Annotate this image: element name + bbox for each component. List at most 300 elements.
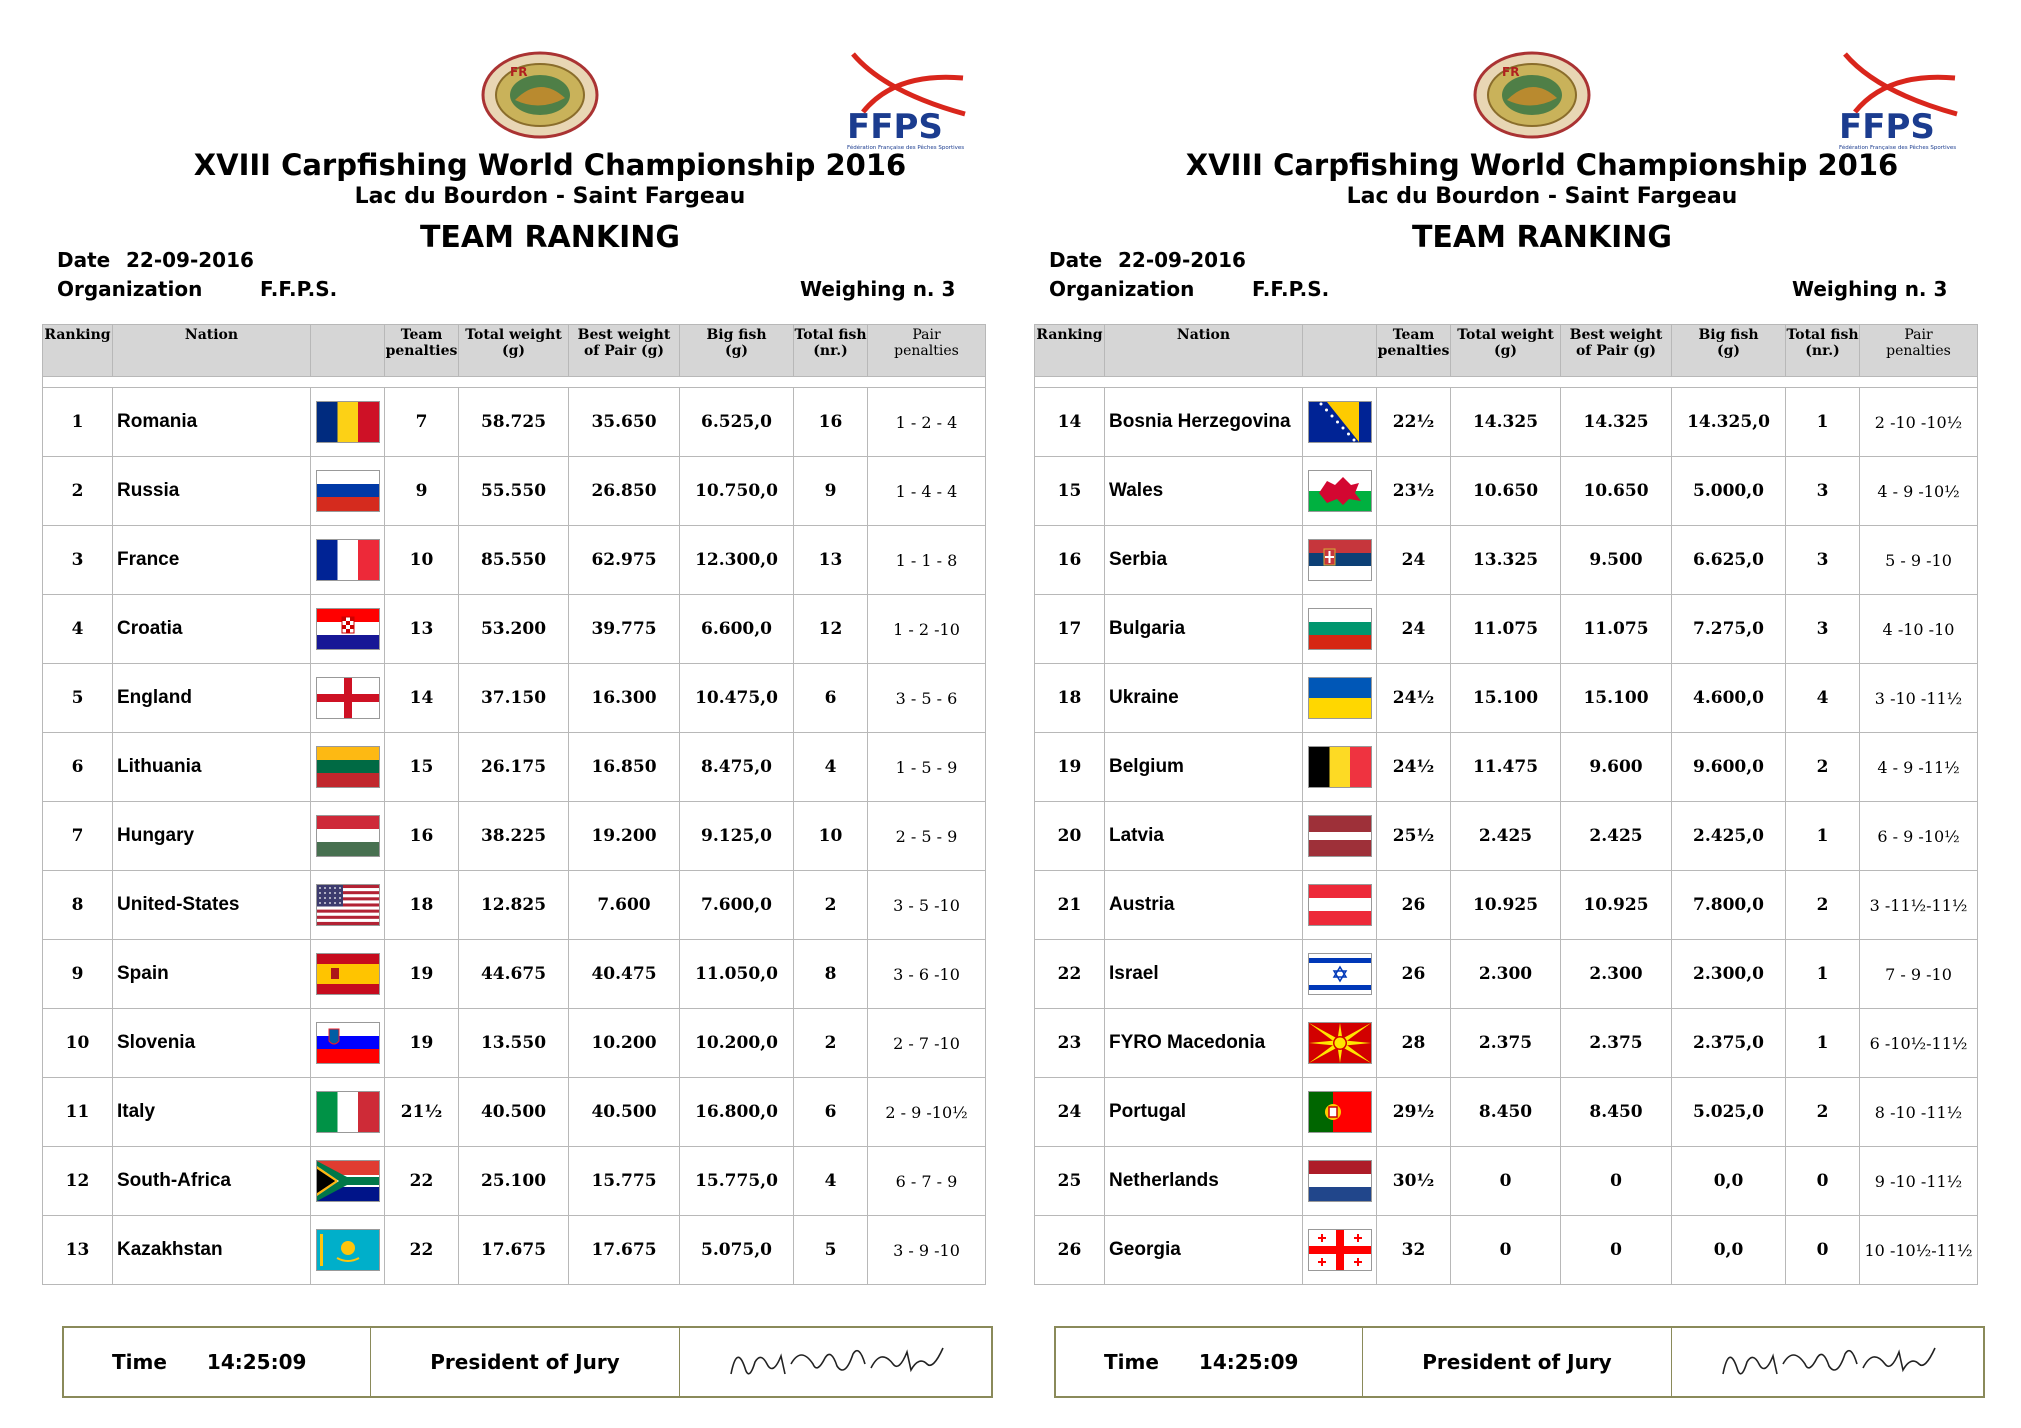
time-cell [64, 1328, 371, 1396]
pair-penalties-cell: 10 -10½-11½ [1860, 1216, 1978, 1285]
pair-penalties-cell: 6 - 9 -10½ [1860, 802, 1978, 871]
big-fish-cell: 6.525,0 [680, 388, 794, 457]
big-fish-cell: 2.375,0 [1672, 1009, 1786, 1078]
macedonia-flag-icon [1308, 1022, 1372, 1064]
pair-penalties-cell: 1 - 4 - 4 [868, 457, 986, 526]
col-total-fish: Total fish (nr.) [794, 325, 868, 377]
flag-cell [311, 1147, 385, 1216]
nation-cell: Lithuania [113, 733, 311, 802]
nation-cell: Portugal [1105, 1078, 1303, 1147]
best-weight-cell: 17.675 [569, 1216, 680, 1285]
col-nation: Nation [113, 325, 311, 377]
italy-flag-icon [316, 1091, 380, 1133]
flag-cell [311, 802, 385, 871]
rank-cell: 1 [43, 388, 113, 457]
total-weight-cell: 55.550 [459, 457, 569, 526]
rank-cell: 5 [43, 664, 113, 733]
ffps-logo-subtext: Fédération Française des Pêches Sportives [1839, 145, 1957, 151]
weighing-number: Weighing n. 3 [1792, 277, 1948, 301]
team-penalties-cell: 28 [1377, 1009, 1451, 1078]
pair-penalties-cell: 5 - 9 -10 [1860, 526, 1978, 595]
austria-flag-icon [1308, 884, 1372, 926]
pair-penalties-cell: 7 - 9 -10 [1860, 940, 1978, 1009]
total-weight-cell: 53.200 [459, 595, 569, 664]
pair-penalties-cell: 1 - 2 - 4 [868, 388, 986, 457]
weighing-number: Weighing n. 3 [800, 277, 956, 301]
team-penalties-cell: 13 [385, 595, 459, 664]
best-weight-cell: 62.975 [569, 526, 680, 595]
flag-cell [1303, 940, 1377, 1009]
best-weight-cell: 11.075 [1561, 595, 1672, 664]
nation-cell: Georgia [1105, 1216, 1303, 1285]
team-penalties-cell: 16 [385, 802, 459, 871]
rank-cell: 18 [1035, 664, 1105, 733]
team-penalties-cell: 23½ [1377, 457, 1451, 526]
total-fish-cell: 16 [794, 388, 868, 457]
pair-penalties-cell: 6 -10½-11½ [1860, 1009, 1978, 1078]
col-pair-penalties: Pair penalties [1860, 325, 1978, 377]
team-penalties-cell: 19 [385, 1009, 459, 1078]
best-weight-cell: 10.650 [1561, 457, 1672, 526]
flag-cell [311, 940, 385, 1009]
time-cell [1056, 1328, 1363, 1396]
slovenia-flag-icon [316, 1022, 380, 1064]
time-label: Time [112, 1350, 167, 1374]
best-weight-cell: 35.650 [569, 388, 680, 457]
big-fish-cell: 2.425,0 [1672, 802, 1786, 871]
ffps-logo-subtext: Fédération Française des Pêches Sportives [847, 145, 965, 151]
championship-emblem [1472, 50, 1592, 140]
total-weight-cell: 40.500 [459, 1078, 569, 1147]
total-weight-cell: 2.375 [1451, 1009, 1561, 1078]
big-fish-cell: 0,0 [1672, 1147, 1786, 1216]
time-label: Time [1104, 1350, 1159, 1374]
team-penalties-cell: 22 [385, 1216, 459, 1285]
big-fish-cell: 15.775,0 [680, 1147, 794, 1216]
lithuania-flag-icon [316, 746, 380, 788]
table-row [43, 1009, 986, 1078]
team-penalties-cell: 19 [385, 940, 459, 1009]
usa-flag-icon [316, 884, 380, 926]
col-team-penalties: Team penalties [1377, 325, 1451, 377]
pair-penalties-cell: 2 - 5 - 9 [868, 802, 986, 871]
table-row [1035, 1216, 1978, 1285]
total-fish-cell: 2 [794, 1009, 868, 1078]
total-weight-cell: 0 [1451, 1216, 1561, 1285]
georgia-flag-icon [1308, 1229, 1372, 1271]
total-fish-cell: 4 [794, 733, 868, 802]
table-row [1035, 526, 1978, 595]
nation-cell: United-States [113, 871, 311, 940]
flag-cell [1303, 388, 1377, 457]
best-weight-cell: 10.925 [1561, 871, 1672, 940]
table-row [43, 802, 986, 871]
date-label: Date [57, 248, 111, 272]
table-row [43, 526, 986, 595]
pair-penalties-cell: 1 - 5 - 9 [868, 733, 986, 802]
rank-cell: 23 [1035, 1009, 1105, 1078]
col-nation: Nation [1105, 325, 1303, 377]
wales-flag-icon [1308, 470, 1372, 512]
pair-penalties-cell: 4 -10 -10 [1860, 595, 1978, 664]
team-penalties-cell: 29½ [1377, 1078, 1451, 1147]
table-row [43, 733, 986, 802]
nation-cell: Russia [113, 457, 311, 526]
big-fish-cell: 0,0 [1672, 1216, 1786, 1285]
emblem-text: FR [510, 65, 528, 79]
team-penalties-cell: 24½ [1377, 733, 1451, 802]
organization-value: F.F.P.S. [260, 277, 338, 301]
rank-cell: 3 [43, 526, 113, 595]
total-fish-cell: 1 [1786, 802, 1860, 871]
kazakhstan-flag-icon [316, 1229, 380, 1271]
ffps-logo [1837, 52, 1967, 152]
nation-cell: Belgium [1105, 733, 1303, 802]
flag-cell [311, 1009, 385, 1078]
pair-penalties-cell: 6 - 7 - 9 [868, 1147, 986, 1216]
total-fish-cell: 0 [1786, 1147, 1860, 1216]
pair-penalties-cell: 4 - 9 -10½ [1860, 457, 1978, 526]
serbia-flag-icon [1308, 539, 1372, 581]
rank-cell: 24 [1035, 1078, 1105, 1147]
pair-penalties-cell: 8 -10 -11½ [1860, 1078, 1978, 1147]
table-row [1035, 1078, 1978, 1147]
best-weight-cell: 40.500 [569, 1078, 680, 1147]
best-weight-cell: 8.450 [1561, 1078, 1672, 1147]
big-fish-cell: 10.200,0 [680, 1009, 794, 1078]
nation-cell: Israel [1105, 940, 1303, 1009]
nation-cell: Hungary [113, 802, 311, 871]
table-row [1035, 457, 1978, 526]
spacer-cell [43, 377, 986, 388]
nation-cell: Bulgaria [1105, 595, 1303, 664]
rank-cell: 7 [43, 802, 113, 871]
russia-flag-icon [316, 470, 380, 512]
col-best-weight: Best weight of Pair (g) [569, 325, 680, 377]
rank-cell: 10 [43, 1009, 113, 1078]
flag-cell [311, 1078, 385, 1147]
flag-cell [1303, 595, 1377, 664]
flag-cell [1303, 1009, 1377, 1078]
flag-cell [311, 595, 385, 664]
croatia-flag-icon [316, 608, 380, 650]
rank-cell: 12 [43, 1147, 113, 1216]
rank-cell: 4 [43, 595, 113, 664]
total-weight-cell: 17.675 [459, 1216, 569, 1285]
team-penalties-cell: 22 [385, 1147, 459, 1216]
bulgaria-flag-icon [1308, 608, 1372, 650]
total-fish-cell: 2 [1786, 733, 1860, 802]
team-penalties-cell: 26 [1377, 871, 1451, 940]
col-big-fish: Big fish (g) [680, 325, 794, 377]
ranking-table [42, 324, 986, 1285]
table-row [1035, 802, 1978, 871]
total-weight-cell: 15.100 [1451, 664, 1561, 733]
total-weight-cell: 2.425 [1451, 802, 1561, 871]
table-row [43, 1078, 986, 1147]
spacer-cell [1035, 377, 1978, 388]
rank-cell: 20 [1035, 802, 1105, 871]
total-weight-cell: 12.825 [459, 871, 569, 940]
pair-penalties-cell: 3 -11½-11½ [1860, 871, 1978, 940]
pair-penalties-cell: 2 -10 -10½ [1860, 388, 1978, 457]
president-of-jury-label: President of Jury [1363, 1328, 1672, 1396]
total-fish-cell: 5 [794, 1216, 868, 1285]
ukraine-flag-icon [1308, 677, 1372, 719]
ranking-sheet-left [0, 0, 1010, 1428]
nation-cell: Ukraine [1105, 664, 1303, 733]
flag-cell [1303, 457, 1377, 526]
big-fish-cell: 6.625,0 [1672, 526, 1786, 595]
total-weight-cell: 37.150 [459, 664, 569, 733]
rank-cell: 25 [1035, 1147, 1105, 1216]
rank-cell: 8 [43, 871, 113, 940]
rank-cell: 11 [43, 1078, 113, 1147]
total-weight-cell: 85.550 [459, 526, 569, 595]
total-fish-cell: 2 [1786, 1078, 1860, 1147]
flag-cell [1303, 664, 1377, 733]
team-penalties-cell: 26 [1377, 940, 1451, 1009]
team-penalties-cell: 24½ [1377, 664, 1451, 733]
ranking-table [1034, 324, 1978, 1285]
nation-cell: England [113, 664, 311, 733]
organization-label: Organization [1049, 277, 1195, 301]
venue-subtitle: Lac du Bourdon - Saint Fargeau [1346, 184, 1738, 209]
spain-flag-icon [316, 953, 380, 995]
header-spacer-row [1035, 377, 1978, 388]
big-fish-cell: 11.050,0 [680, 940, 794, 1009]
total-weight-cell: 26.175 [459, 733, 569, 802]
england-flag-icon [316, 677, 380, 719]
pair-penalties-cell: 3 - 5 - 6 [868, 664, 986, 733]
flag-cell [311, 871, 385, 940]
team-penalties-cell: 22½ [1377, 388, 1451, 457]
best-weight-cell: 16.300 [569, 664, 680, 733]
portugal-flag-icon [1308, 1091, 1372, 1133]
table-row [1035, 871, 1978, 940]
table-row [1035, 733, 1978, 802]
team-penalties-cell: 10 [385, 526, 459, 595]
col-flag [1303, 325, 1377, 377]
col-ranking: Ranking [1035, 325, 1105, 377]
total-fish-cell: 2 [1786, 871, 1860, 940]
nation-cell: Italy [113, 1078, 311, 1147]
total-weight-cell: 44.675 [459, 940, 569, 1009]
date-value: 22-09-2016 [1118, 248, 1246, 272]
table-row [43, 664, 986, 733]
col-flag [311, 325, 385, 377]
organization-label: Organization [57, 277, 203, 301]
best-weight-cell: 2.375 [1561, 1009, 1672, 1078]
big-fish-cell: 16.800,0 [680, 1078, 794, 1147]
total-weight-cell: 58.725 [459, 388, 569, 457]
best-weight-cell: 40.475 [569, 940, 680, 1009]
total-fish-cell: 3 [1786, 526, 1860, 595]
table-header-row [43, 325, 986, 377]
total-weight-cell: 10.650 [1451, 457, 1561, 526]
organization-value: F.F.P.S. [1252, 277, 1330, 301]
total-fish-cell: 8 [794, 940, 868, 1009]
total-weight-cell: 38.225 [459, 802, 569, 871]
rank-cell: 21 [1035, 871, 1105, 940]
jury-signature [721, 1334, 951, 1390]
table-row [1035, 1009, 1978, 1078]
nation-cell: FYRO Macedonia [1105, 1009, 1303, 1078]
big-fish-cell: 9.125,0 [680, 802, 794, 871]
team-penalties-cell: 18 [385, 871, 459, 940]
best-weight-cell: 7.600 [569, 871, 680, 940]
pair-penalties-cell: 3 - 6 -10 [868, 940, 986, 1009]
ffps-logo [845, 52, 975, 152]
pair-penalties-cell: 3 - 9 -10 [868, 1216, 986, 1285]
flag-cell [311, 526, 385, 595]
rank-cell: 15 [1035, 457, 1105, 526]
big-fish-cell: 7.275,0 [1672, 595, 1786, 664]
flag-cell [1303, 802, 1377, 871]
france-flag-icon [316, 539, 380, 581]
total-fish-cell: 4 [1786, 664, 1860, 733]
total-weight-cell: 13.325 [1451, 526, 1561, 595]
rank-cell: 19 [1035, 733, 1105, 802]
col-ranking: Ranking [43, 325, 113, 377]
nation-cell: Wales [1105, 457, 1303, 526]
big-fish-cell: 7.600,0 [680, 871, 794, 940]
table-row [43, 1147, 986, 1216]
total-fish-cell: 6 [794, 664, 868, 733]
col-total-weight: Total weight (g) [1451, 325, 1561, 377]
total-weight-cell: 11.475 [1451, 733, 1561, 802]
rank-cell: 22 [1035, 940, 1105, 1009]
nation-cell: Kazakhstan [113, 1216, 311, 1285]
best-weight-cell: 16.850 [569, 733, 680, 802]
pair-penalties-cell: 2 - 7 -10 [868, 1009, 986, 1078]
bosnia-flag-icon [1308, 401, 1372, 443]
total-fish-cell: 0 [1786, 1216, 1860, 1285]
best-weight-cell: 15.100 [1561, 664, 1672, 733]
team-penalties-cell: 21½ [385, 1078, 459, 1147]
time-value: 14:25:09 [206, 1350, 307, 1374]
flag-cell [311, 457, 385, 526]
emblem-text: FR [1502, 65, 1520, 79]
table-row [1035, 664, 1978, 733]
team-penalties-cell: 14 [385, 664, 459, 733]
table-row [1035, 388, 1978, 457]
total-weight-cell: 2.300 [1451, 940, 1561, 1009]
team-penalties-cell: 7 [385, 388, 459, 457]
big-fish-cell: 5.075,0 [680, 1216, 794, 1285]
total-fish-cell: 10 [794, 802, 868, 871]
ffps-logo-text: FFPS [847, 107, 943, 147]
table-row [43, 871, 986, 940]
flag-cell [311, 388, 385, 457]
team-penalties-cell: 15 [385, 733, 459, 802]
total-fish-cell: 3 [1786, 595, 1860, 664]
col-pair-penalties: Pair penalties [868, 325, 986, 377]
best-weight-cell: 9.600 [1561, 733, 1672, 802]
rank-cell: 6 [43, 733, 113, 802]
total-fish-cell: 2 [794, 871, 868, 940]
big-fish-cell: 7.800,0 [1672, 871, 1786, 940]
championship-title: XVIII Carpfishing World Championship 2016 [1185, 148, 1899, 182]
total-fish-cell: 9 [794, 457, 868, 526]
big-fish-cell: 10.750,0 [680, 457, 794, 526]
best-weight-cell: 0 [1561, 1147, 1672, 1216]
romania-flag-icon [316, 401, 380, 443]
team-penalties-cell: 32 [1377, 1216, 1451, 1285]
latvia-flag-icon [1308, 815, 1372, 857]
rank-cell: 14 [1035, 388, 1105, 457]
flag-cell [1303, 1078, 1377, 1147]
table-row [43, 457, 986, 526]
championship-title: XVIII Carpfishing World Championship 2016 [193, 148, 907, 182]
team-penalties-cell: 30½ [1377, 1147, 1451, 1216]
signature-cell [1672, 1328, 1983, 1396]
team-penalties-cell: 9 [385, 457, 459, 526]
best-weight-cell: 39.775 [569, 595, 680, 664]
flag-cell [1303, 1216, 1377, 1285]
col-team-penalties: Team penalties [385, 325, 459, 377]
flag-cell [1303, 733, 1377, 802]
col-total-weight: Total weight (g) [459, 325, 569, 377]
report-title: TEAM RANKING [1411, 220, 1673, 255]
table-row [43, 940, 986, 1009]
total-fish-cell: 1 [1786, 1009, 1860, 1078]
pair-penalties-cell: 3 -10 -11½ [1860, 664, 1978, 733]
south-africa-flag-icon [316, 1160, 380, 1202]
table-row [1035, 595, 1978, 664]
flag-cell [1303, 526, 1377, 595]
total-weight-cell: 11.075 [1451, 595, 1561, 664]
ranking-sheet-right [992, 0, 2002, 1428]
netherlands-flag-icon [1308, 1160, 1372, 1202]
total-fish-cell: 12 [794, 595, 868, 664]
rank-cell: 26 [1035, 1216, 1105, 1285]
flag-cell [1303, 1147, 1377, 1216]
nation-cell: South-Africa [113, 1147, 311, 1216]
rank-cell: 9 [43, 940, 113, 1009]
total-weight-cell: 14.325 [1451, 388, 1561, 457]
rank-cell: 2 [43, 457, 113, 526]
table-header-row [1035, 325, 1978, 377]
signature-footer [1054, 1326, 1985, 1398]
big-fish-cell: 4.600,0 [1672, 664, 1786, 733]
table-row [1035, 1147, 1978, 1216]
nation-cell: Croatia [113, 595, 311, 664]
nation-cell: Netherlands [1105, 1147, 1303, 1216]
best-weight-cell: 14.325 [1561, 388, 1672, 457]
flag-cell [311, 664, 385, 733]
table-row [43, 595, 986, 664]
flag-cell [311, 1216, 385, 1285]
big-fish-cell: 10.475,0 [680, 664, 794, 733]
nation-cell: France [113, 526, 311, 595]
nation-cell: Serbia [1105, 526, 1303, 595]
date-value: 22-09-2016 [126, 248, 254, 272]
jury-signature [1713, 1334, 1943, 1390]
table-row [1035, 940, 1978, 1009]
table-row [43, 388, 986, 457]
nation-cell: Romania [113, 388, 311, 457]
president-of-jury-label: President of Jury [371, 1328, 680, 1396]
rank-cell: 17 [1035, 595, 1105, 664]
rank-cell: 13 [43, 1216, 113, 1285]
total-fish-cell: 4 [794, 1147, 868, 1216]
total-weight-cell: 10.925 [1451, 871, 1561, 940]
best-weight-cell: 9.500 [1561, 526, 1672, 595]
total-weight-cell: 8.450 [1451, 1078, 1561, 1147]
big-fish-cell: 14.325,0 [1672, 388, 1786, 457]
nation-cell: Spain [113, 940, 311, 1009]
